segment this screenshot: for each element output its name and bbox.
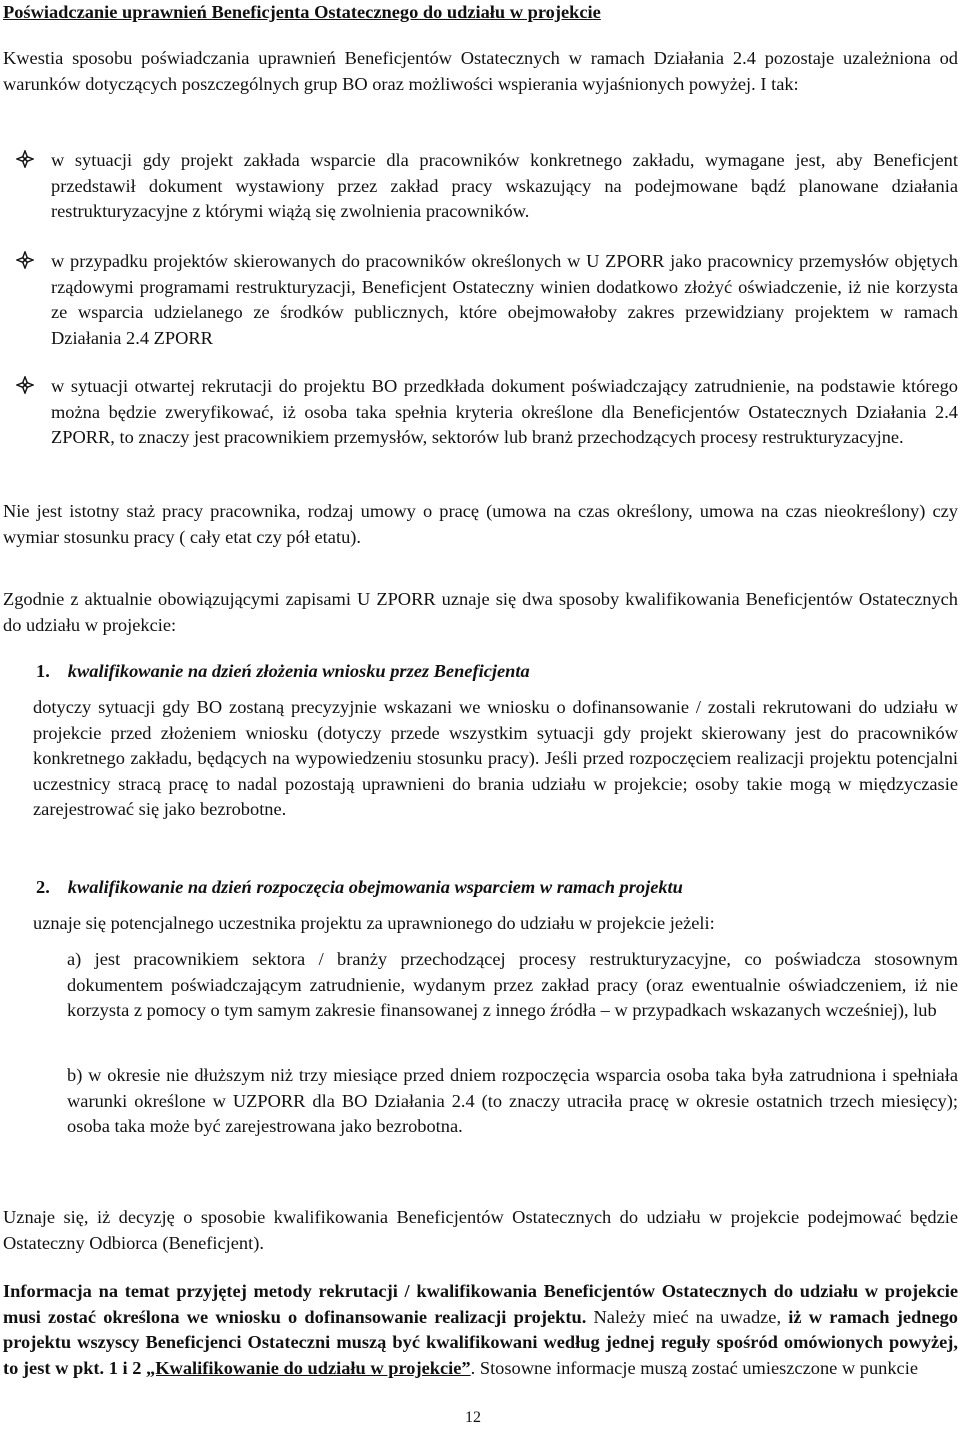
final-text-1: Należy mieć na uwadze, xyxy=(586,1306,789,1327)
paragraph-final xyxy=(3,1279,958,1381)
final-bold-underline: „Kwalifikowanie do udziału w projekcie” xyxy=(146,1357,471,1378)
method-2-number: 2. xyxy=(36,877,50,897)
bullet-text: w sytuacji otwartej rekrutacji do projektu BO przedkłada dokument poświadczający zatrudnienie, na podstawie którego można będzie zweryfikować, iż osoba taka spełnia kryteria określone dla Beneficjentów Ostatecznych Działania 2.4 ZPORR, to znaczy jest pracownikiem przemysłów, sektorów lub branż przechodzących procesy restrukturyzacyjne. xyxy=(51,376,958,448)
method-2-body: uznaje się potencjalnego uczestnika projektu za uprawnionego do udziału w projekcie jeżeli: xyxy=(33,913,715,933)
method-1-body: dotyczy sytuacji gdy BO zostaną precyzyjnie wskazani we wniosku o dofinansowanie / zostali rekrutowani do udziału w projekcie przed złożeniem wniosku (dotyczy przede wszystkim sytuacji gdy projekt skierowany jest do pracowników konkretnego zakładu, będących na wypowiedzeniu stosunku pracy). Jeśli przed rozpoczęciem realizacji projektu potencjalni uczestnicy stracą pracę to nadal pozostają uprawnieni do brania udziału w projekcie; osoby takie mogą w międzyczasie zarejestrować się jako bezrobotne. xyxy=(33,697,958,820)
method-2-title: kwalifikowanie na dzień rozpoczęcia obejmowania wsparciem w ramach projektu xyxy=(67,877,683,897)
method-2-item-a: a) jest pracownikiem sektora / branży przechodzącej procesy restrukturyzacyjne, co poświadcza stosownym dokumentem poświadczającym zatrudnienie, wydanym przez zakład pracy (oraz ewentualnie oświadczeniem, iż nie korzysta z pomocy o tym samym zakresie finansowanej z innego źródła – w przypadkach wskazanych wcześniej), lub xyxy=(67,949,958,1021)
section-heading: Poświadczanie uprawnień Beneficjenta Ostatecznego do udziału w projekcie xyxy=(3,2,601,22)
method-2-item-b: b) w okresie nie dłuższym niż trzy miesiące przed dniem rozpoczęcia wsparcia osoba taka była zatrudniona i spełniała warunki określone w UZPORR dla BO Działania 2.4 (to znaczy utraciła pracę w okresie ostatnich trzech miesięcy); osoba taka może być zarejestrowana jako bezrobotna. xyxy=(67,1065,958,1137)
method-1-number: 1. xyxy=(36,661,50,681)
final-bold-2: iż w ramach jednego projektu wszyscy Beneficjenci Ostateczni muszą być kwalifikowani według jednej reguły spośród omówionych powyżej, to jest w pkt. 1 i 2 xyxy=(3,1306,959,1378)
bullet-item-3 xyxy=(3,374,958,451)
method-2-heading xyxy=(36,875,683,901)
diamond-bullet-icon xyxy=(16,376,34,394)
final-bold-1: Informacja na temat przyjętej metody rekrutacji / kwalifikowania Beneficjentów Ostatecznych do udziału w projekcie musi zostać określona we wniosku o dofinansowanie realizacji projektu. xyxy=(3,1281,958,1327)
paragraph-zgodnie: Zgodnie z aktualnie obowiązującymi zapisami U ZPORR uznaje się dwa sposoby kwalifikowania Beneficjentów Ostatecznych do udziału w projekcie: xyxy=(3,589,958,635)
page-number: 12 xyxy=(465,1409,481,1426)
method-1-heading xyxy=(36,659,530,685)
paragraph-uznaje: Uznaje się, iż decyzję o sposobie kwalifikowania Beneficjentów Ostatecznych do udziału w projekcie podejmować będzie Ostateczny Odbiorca (Beneficjent). xyxy=(3,1207,958,1253)
diamond-bullet-icon xyxy=(16,251,34,269)
paragraph-staz: Nie jest istotny staż pracy pracownika, rodzaj umowy o pracę (umowa na czas określony, umowa na czas nieokreślony) czy wymiar stosunku pracy ( cały etat czy pół etatu). xyxy=(3,501,958,547)
bullet-item-1 xyxy=(3,148,958,225)
intro-paragraph: Kwestia sposobu poświadczania uprawnień Beneficjentów Ostatecznych w ramach Działania 2.4 pozostaje uzależniona od warunków dotyczących poszczególnych grup BO oraz możliwości wspierania wyjaśnionych powyżej. I tak: xyxy=(3,48,958,94)
method-1-title: kwalifikowanie na dzień złożenia wniosku przez Beneficjenta xyxy=(67,661,530,681)
final-text-2: . Stosowne informacje muszą zostać umieszczone w punkcie xyxy=(470,1357,918,1378)
bullet-text: w sytuacji gdy projekt zakłada wsparcie dla pracowników konkretnego zakładu, wymagane jest, aby Beneficjent przedstawił dokument wystawiony przez zakład pracy wskazujący na podejmowane bądź planowane działania restrukturyzacyjne z którymi wiążą się zwolnienia pracowników. xyxy=(51,150,958,222)
diamond-bullet-icon xyxy=(16,150,34,168)
bullet-item-2 xyxy=(3,249,958,351)
bullet-text: w przypadku projektów skierowanych do pracowników określonych w U ZPORR jako pracownicy przemysłów objętych rządowymi programami restrukturyzacji, Beneficjent Ostateczny winien dodatkowo złożyć oświadczenie, iż nie korzysta ze wsparcia udzielanego ze środków publicznych, które obejmowałoby zakres przewidziany projektem w ramach Działania 2.4 ZPORR xyxy=(51,251,958,348)
